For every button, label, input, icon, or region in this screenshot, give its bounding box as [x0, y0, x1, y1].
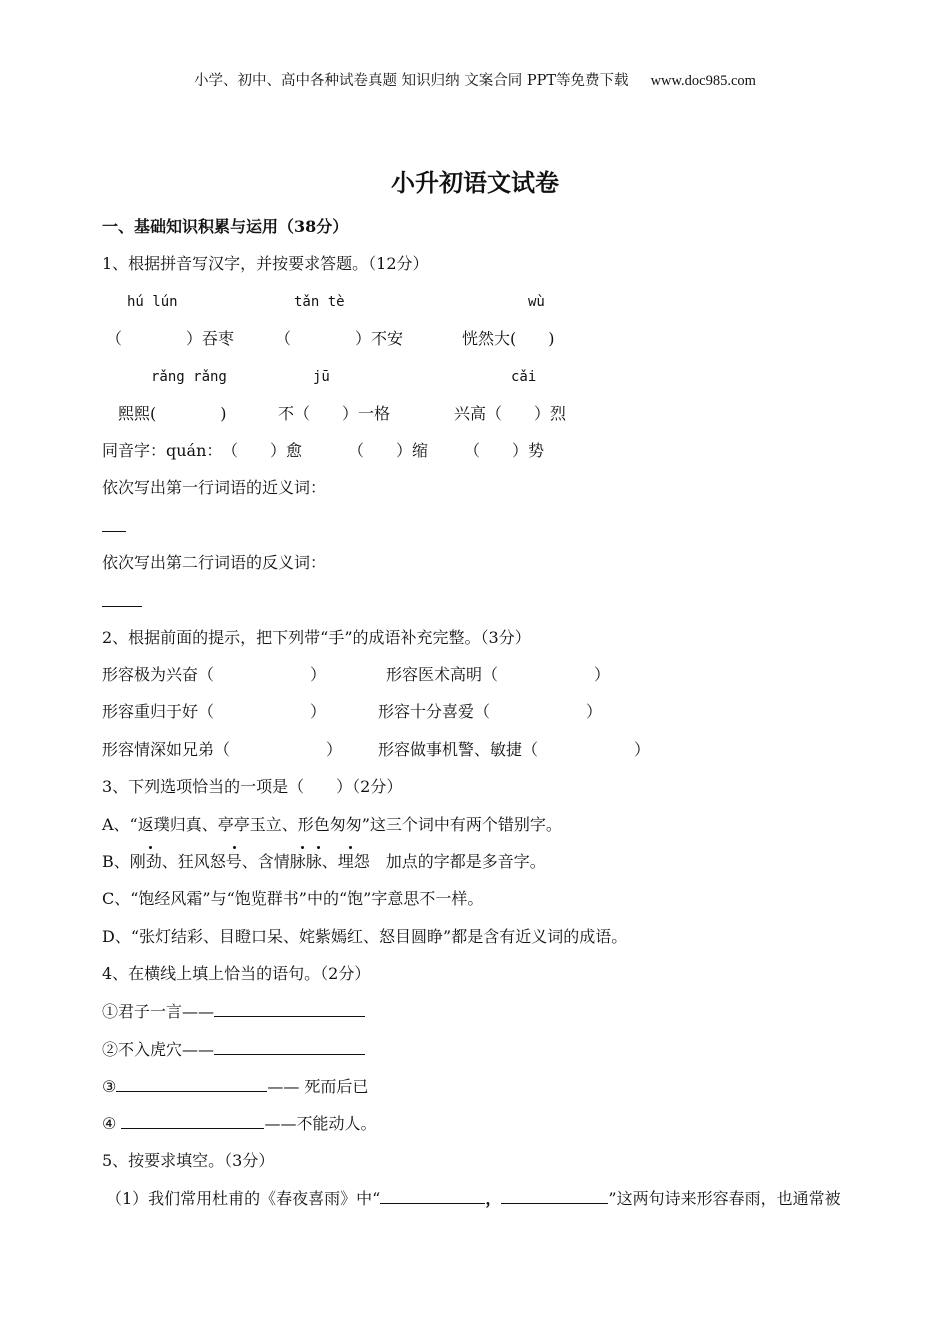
q1-synonym-prompt: 依次写出第一行词语的近义词： [102, 478, 327, 497]
q1-homophone-3[interactable]: （ ）势 [464, 441, 545, 460]
q2-item-5[interactable]: 形容情深如兄弟（ ） [102, 740, 343, 759]
q1-blank-4[interactable]: 熙熙( ) [118, 404, 227, 423]
q1-blank-6[interactable]: 兴高（ ）烈 [454, 404, 567, 423]
q4-prompt: 4、在横线上填上恰当的语句。（2分） [102, 964, 371, 983]
q5-line-1-comma: ， [485, 1189, 502, 1208]
q3-option-a[interactable]: A、“返璞归真、亭亭玉立、形色匆匆”这三个词中有两个错别字。 [102, 815, 562, 834]
q1-antonym-prompt: 依次写出第二行词语的反义词： [102, 553, 327, 572]
q1-homophone-2[interactable]: （ ）缩 [348, 441, 429, 460]
q1-blank-5[interactable]: 不（ ）一格 [278, 404, 391, 423]
q1-pinyin-6: cǎi [511, 369, 537, 385]
q5-answer-blank-2[interactable] [501, 1188, 608, 1204]
q1-homophone-label: 同音字：quán： [102, 441, 223, 460]
q2-item-4[interactable]: 形容十分喜爱（ ） [378, 702, 603, 721]
q3-option-c[interactable]: C、“饱经风霜”与“饱览群书”中的“饱”字意思不一样。 [102, 889, 484, 908]
header-text: 小学、初中、高中各种试卷真题 知识归纳 文案合同 PPT等免费下载 [194, 73, 629, 89]
q4-line-3-text: ③ [102, 1077, 117, 1096]
q4-line-2-text: ②不入虎穴—— [102, 1040, 215, 1059]
q5-answer-blank-1[interactable] [380, 1188, 485, 1204]
q4-line-4-text: ④ [102, 1114, 122, 1133]
q4-answer-blank-1[interactable] [214, 1001, 365, 1017]
q5-line-1 [106, 1188, 841, 1209]
q5-prompt: 5、按要求填空。（3分） [102, 1151, 275, 1170]
page-header [0, 69, 950, 90]
emphasis-dot [149, 846, 152, 849]
q3-prompt: 3、下列选项恰当的一项是（ ）（2分） [102, 777, 403, 796]
q4-line-4 [102, 1113, 376, 1134]
q1-blank-2[interactable]: （ ）不安 [275, 329, 404, 348]
q3-option-b[interactable]: B、刚劲、狂风怒号、含情脉脉、埋怨 加点的字都是多音字。 [102, 852, 546, 871]
q4-line-4-suffix: ——不能动人。 [264, 1114, 377, 1133]
emphasis-dot [233, 846, 236, 849]
q1-pinyin-4: rǎng rǎng [151, 369, 227, 385]
q2-prompt: 2、根据前面的提示，把下列带“手”的成语补充完整。（3分） [102, 628, 531, 647]
q4-line-2 [102, 1039, 365, 1060]
q4-answer-blank-3[interactable] [116, 1076, 267, 1092]
q5-line-1-pre: （1）我们常用杜甫的《春夜喜雨》中“ [106, 1189, 381, 1208]
q5-line-1-post: ”这两句诗来形容春雨，也通常被 [608, 1189, 841, 1208]
q4-line-3-suffix: —— 死而后已 [267, 1077, 369, 1096]
q4-line-3 [102, 1076, 368, 1097]
q2-item-3[interactable]: 形容重归于好（ ） [102, 702, 327, 721]
q1-blank-1[interactable]: （ ）吞枣 [106, 329, 235, 348]
q4-line-1-text: ①君子一言—— [102, 1002, 215, 1021]
q1-pinyin-3: wù [528, 294, 545, 310]
emphasis-dot [317, 846, 320, 849]
header-url[interactable]: www.doc985.com [650, 73, 756, 89]
q2-item-6[interactable]: 形容做事机警、敏捷（ ） [378, 740, 651, 759]
q4-answer-blank-4[interactable] [121, 1113, 264, 1129]
q2-item-2[interactable]: 形容医术高明（ ） [386, 665, 611, 684]
emphasis-dot [349, 846, 352, 849]
q1-synonym-answer-line[interactable] [102, 531, 126, 532]
q2-item-1[interactable]: 形容极为兴奋（ ） [102, 665, 327, 684]
q4-answer-blank-2[interactable] [214, 1039, 365, 1055]
q4-line-1 [102, 1001, 365, 1022]
emphasis-dot [301, 846, 304, 849]
page-title: 小升初语文试卷 [391, 168, 559, 197]
section-heading: 一、基础知识积累与运用（38分） [102, 217, 349, 236]
q1-homophone-1[interactable]: （ ）愈 [222, 441, 303, 460]
q1-blank-3[interactable]: 恍然大( ) [462, 329, 555, 348]
q1-antonym-answer-line[interactable] [102, 606, 142, 607]
q1-prompt: 1、根据拼音写汉字，并按要求答题。（12分） [102, 254, 429, 273]
q1-pinyin-5: jū [313, 369, 330, 385]
q3-option-d[interactable]: D、“张灯结彩、目瞪口呆、姹紫嫣红、怒目圆睁”都是含有近义词的成语。 [102, 927, 628, 946]
q1-pinyin-2: tǎn tè [294, 294, 345, 310]
q1-pinyin-1: hú lún [127, 294, 178, 310]
